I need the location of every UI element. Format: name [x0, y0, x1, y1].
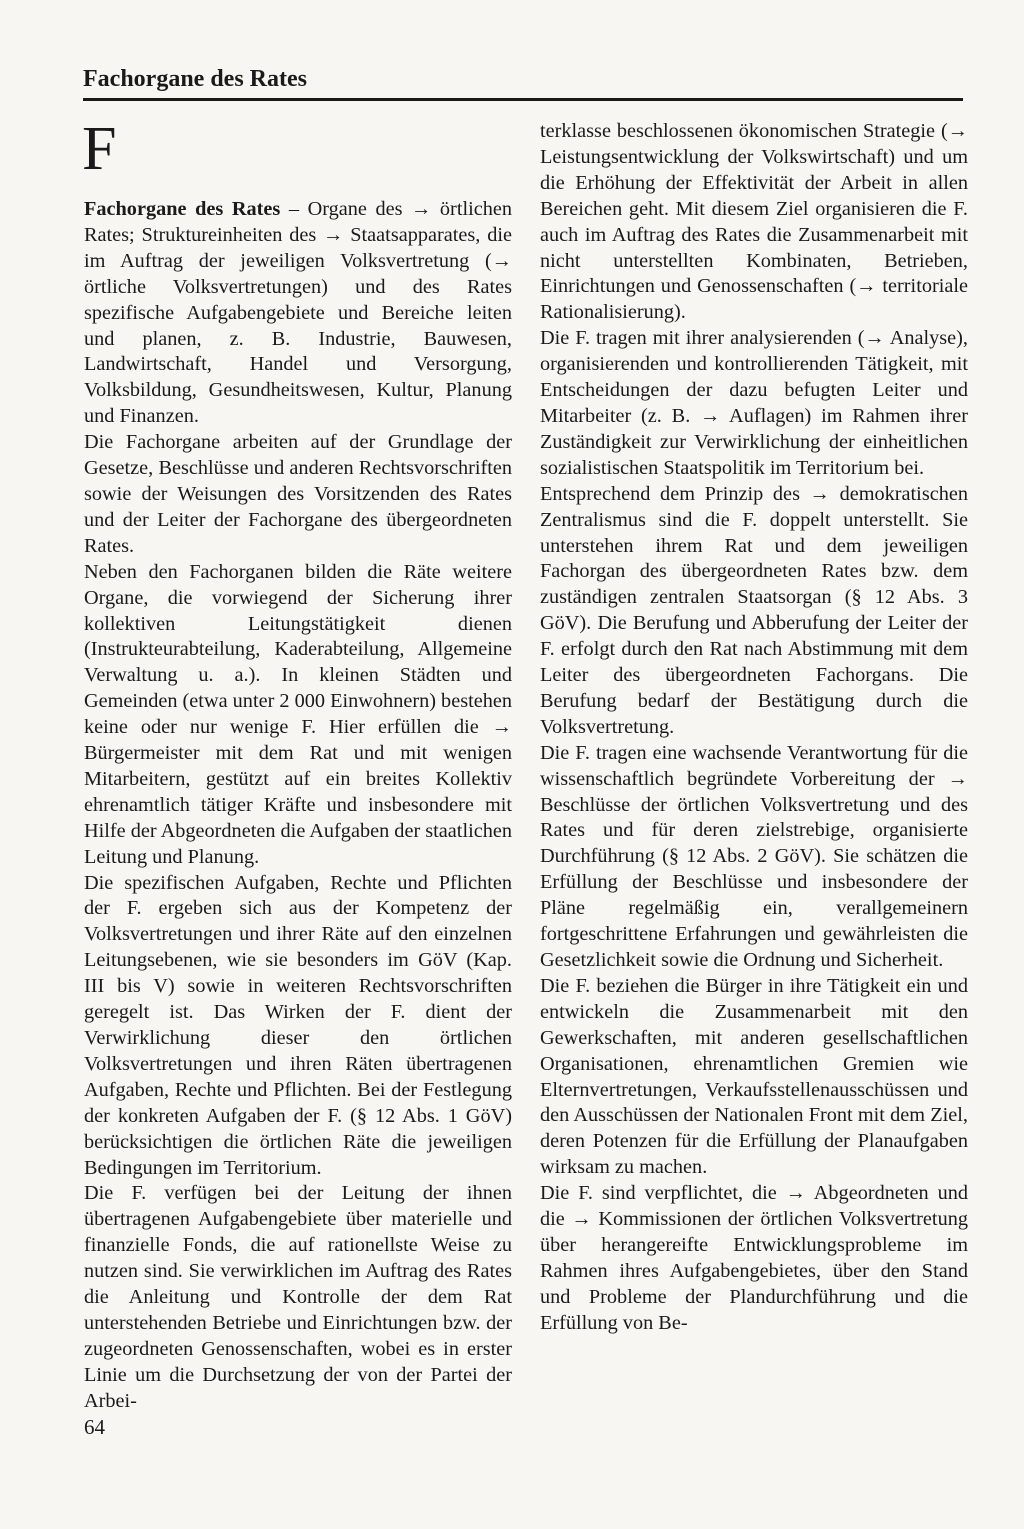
body-paragraph: Die F. sind verpflichtet, die → Abgeordneten und die → Kommissionen der örtlichen Volksvertretung über herangereifte Entwicklungsprobleme im Rahmen ihres Aufgabengebietes, über den Stand und Probleme der Plandurchführung und die Erfüllung von Be- — [540, 1182, 968, 1334]
header-title: Fachorgane des Rates — [83, 66, 307, 92]
body-paragraph: Die F. verfügen bei der Leitung der ihnen übertragenen Aufgabengebiete über materielle und finanzielle Fonds, die auf rationellste Weise zu nutzen sind. Sie verwirklichen im Auftrag des Rates die Anleitung und Kontrolle der dem Rat unterstehenden Betriebe und Einrichtungen bzw. der zugeordneten Genossenschaften, wobei es in erster Linie um die Durchsetzung der von der Partei der Arbei- — [84, 1182, 512, 1412]
section-initial-letter: F — [82, 115, 117, 183]
running-header — [83, 64, 963, 101]
body-paragraph: Die F. tragen mit ihrer analysierenden (→ Analyse), organisierenden und kontrollierenden Tätigkeit, mit Entscheidungen der dazu befugten Leiter und Mitarbeiter (z. B. → Auflagen) im Rahmen ihrer Zuständigkeit zur Verwirklichung der einheitlichen sozialistischen Staatspolitik im Territorium bei. — [540, 327, 968, 479]
body-paragraph: Die F. tragen eine wachsende Verantwortung für die wissenschaftlich begründete Vorbereitung der → Beschlüsse der örtlichen Volksvertretung und des Rates und für deren zielstrebige, organisierte Durchführung (§ 12 Abs. 2 GöV). Sie schätzen die Erfüllung der Beschlüsse und insbesondere der Pläne regelmäßig ein, verallgemeinern fortgeschrittene Erfahrungen und gewährleisten die Gesetzlichkeit sowie die Ordnung und Sicherheit. — [540, 741, 968, 971]
left-column — [84, 197, 513, 1412]
body-paragraph: Die Fachorgane arbeiten auf der Grundlage der Gesetze, Beschlüsse und anderen Rechtsvorschriften sowie der Weisungen des Vorsitzenden des Rates und der Leiter der Fachorgane des übergeordneten Rates. — [84, 431, 512, 557]
right-column — [540, 119, 968, 1389]
body-paragraph: Entsprechend dem Prinzip des → demokratischen Zentralismus sind die F. doppelt unterstellt. Sie unterstehen ihrem Rat und dem jeweiligen Fachorgan des übergeordneten Rates bzw. dem zuständigen zentralen Staatsorgan (§ 12 Abs. 3 GöV). Die Berufung und Abberufung der Leiter der F. erfolgt durch den Rat nach Abstimmung mit dem Leiter des übergeordneten Fachorgans. Die Berufung bedarf der Bestätigung durch die Volksvertretung. — [540, 482, 968, 738]
page-number: 64 — [84, 1415, 105, 1439]
body-paragraph: Neben den Fachorganen bilden die Räte weitere Organe, die vorwiegend der Sicherung ihrer kollektiven Leitungstätigkeit dienen (Instrukteurabteilung, Kaderabteilung, Allgemeine Verwaltung u. a.). In kleinen Städten und Gemeinden (etwa unter 2 000 Einwohnern) bestehen keine oder nur wenige F. Hier erfüllen die → Bürgermeister mit dem Rat und mit wenigen Mitarbeitern, gestützt auf ein breites Kollektiv ehrenamtlich tätiger Kräfte und insbesondere mit Hilfe der Abgeordneten die Aufgaben der staatlichen Leitung und Planung. — [84, 560, 513, 868]
body-paragraph: Die F. beziehen die Bürger in ihre Tätigkeit ein und entwickeln die Zusammenarbeit mit den Gewerkschaften, mit anderen gesellschaftlichen Organisationen, ehrenamtlichen Gremien wie Elternvertretungen, Verkaufsstellenausschüssen und den Ausschüssen der Nationalen Front mit dem Ziel, deren Potenzen für die Erfüllung der Planaufgaben wirksam zu machen. — [540, 974, 968, 1179]
entry-intro: – Organe des → örtlichen Rates; Struktureinheiten des → Staatsapparates, die im Auftrag der jeweiligen Volksvertretung (→ örtliche Volksvertretungen) und des Rates spezifische Aufgabengebiete und Bereiche leiten und planen, z. B. Industrie, Bauwesen, Landwirtschaft, Handel und Versorgung, Volksbildung, Gesundheitswesen, Kultur, Planung und Finanzen. — [84, 198, 513, 428]
entry-paragraph — [84, 197, 512, 430]
body-paragraph: terklasse beschlossenen ökonomischen Strategie (→ Leistungsentwicklung der Volkswirtschaft) und um die Erhöhung der Effektivität der Arbeit in allen Bereichen geht. Mit diesem Ziel organisieren die F. auch im Auftrag des Rates die Zusammenarbeit mit nicht unterstellten Kombinaten, Betrieben, Einrichtungen und Genossenschaften (→ territoriale Rationalisierung). — [540, 120, 968, 324]
entry-term: Fachorgane des Rates — [84, 198, 281, 220]
body-paragraph: Die spezifischen Aufgaben, Rechte und Pflichten der F. ergeben sich aus der Kompetenz der Volksvertretungen und ihrer Räte auf den einzelnen Leitungsebenen, wie sie besonders im GöV (Kap. III bis V) sowie in weiteren Rechtsvorschriften geregelt ist. Das Wirken der F. dient der Verwirklichung dieser den örtlichen Volksvertretungen und ihren Räten übertragenen Aufgaben, Rechte und Pflichten. Bei der Festlegung der konkreten Aufgaben der F. (§ 12 Abs. 1 GöV) berücksichtigen die örtlichen Räte die jeweiligen Bedingungen im Territorium. — [84, 871, 512, 1179]
